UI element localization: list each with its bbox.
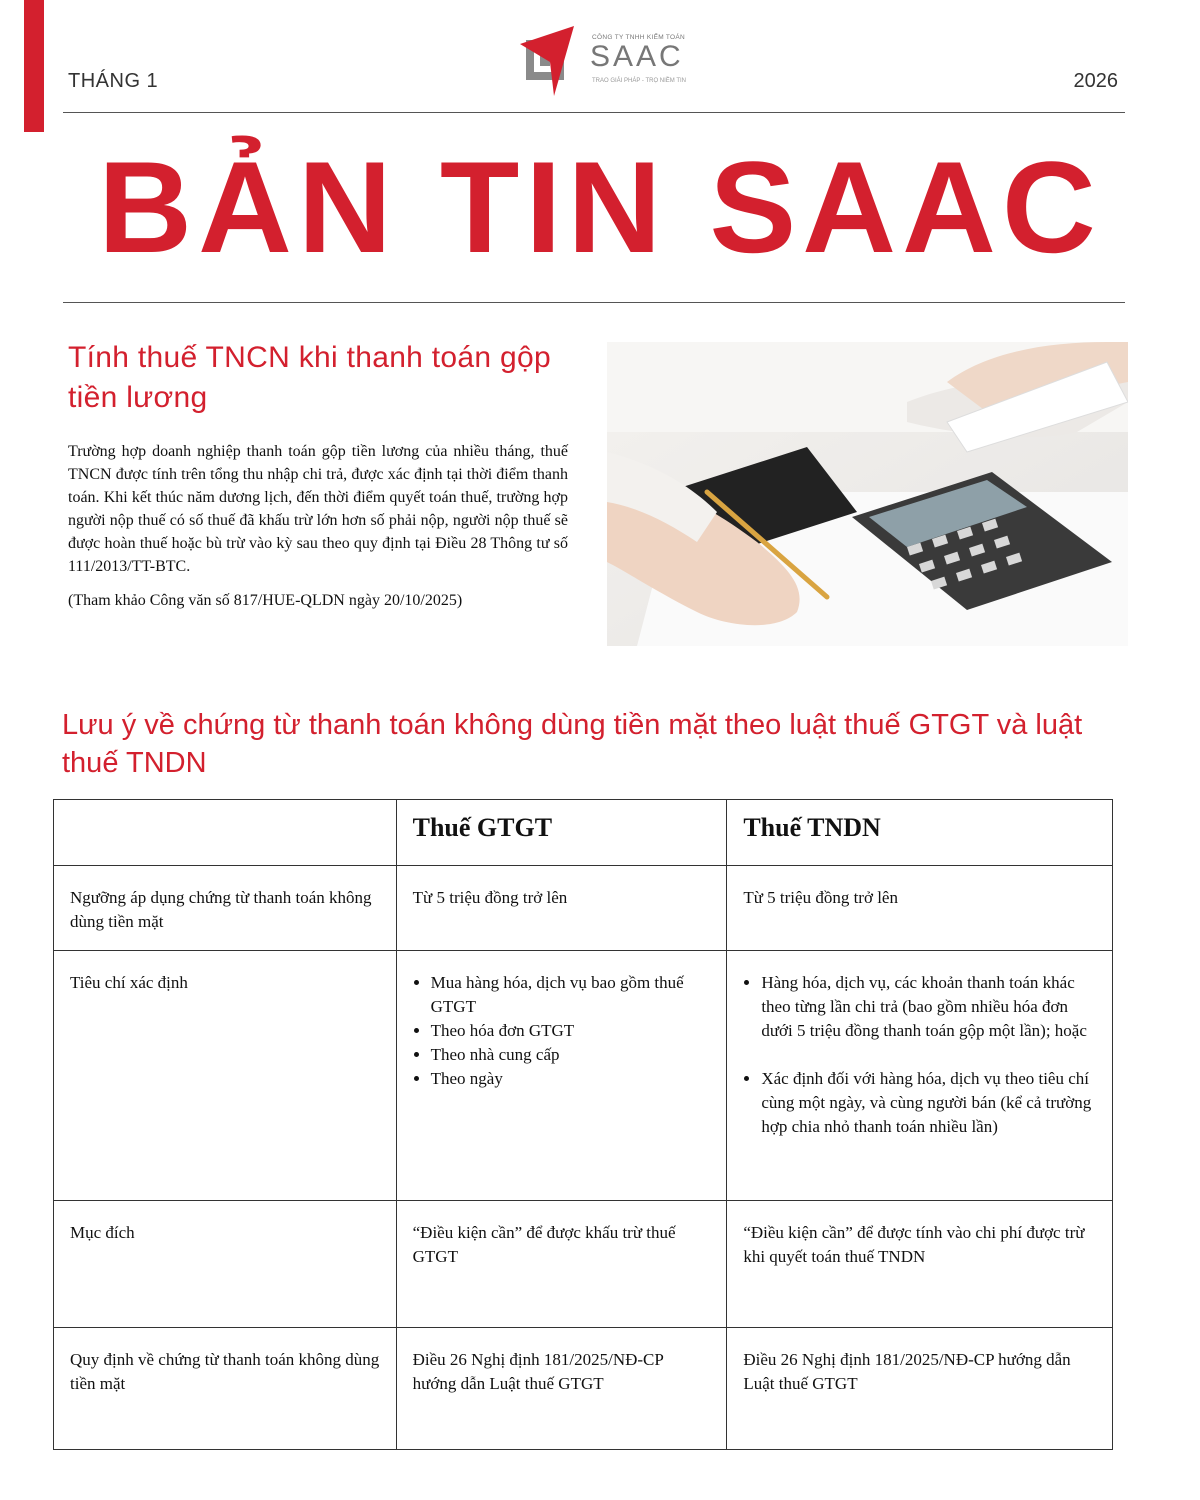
tndn-criteria-list	[743, 971, 1096, 1139]
list-item: • Theo hóa đơn GTGT	[431, 1019, 711, 1043]
calculator-photo	[607, 342, 1128, 646]
comparison-table	[53, 799, 1113, 1450]
header-divider	[63, 112, 1125, 113]
row-label: Quy định về chứng từ thanh toán không dùng tiền mặt	[54, 1328, 397, 1450]
article-body: Trường hợp doanh nghiệp thanh toán gộp tiền lương của nhiều tháng, thuế TNCN được tính trên tổng thu nhập chi trả, được xác định tại thời điểm thanh toán. Khi kết thúc năm dương lịch, đến thời điểm quyết toán thuế, trường hợp người nộp thuế có số thuế đã khấu trừ lớn hơn số phải nộp, người nộp thuế sẽ được hoàn thuế hoặc bù trừ vào kỳ sau theo quy định tại Điều 28 Thông tư số 111/2013/TT-BTC.	[68, 443, 568, 575]
table-header-empty	[54, 800, 397, 866]
list-item: • Theo ngày	[431, 1067, 711, 1091]
table-row	[54, 866, 1113, 951]
logo-name: SAAC	[590, 40, 684, 73]
article-reference: (Tham khảo Công văn số 817/HUE-QLDN ngày 20/10/2025)	[68, 592, 463, 609]
gtgt-cell: Từ 5 triệu đồng trở lên	[396, 866, 727, 951]
title-divider	[63, 302, 1125, 303]
list-item: • Xác định đối với hàng hóa, dịch vụ theo tiêu chí cùng một ngày, và cùng người bán (kể cả trường hợp chia nhỏ thanh toán nhiều lần)	[761, 1067, 1096, 1139]
saac-logo-icon	[520, 26, 586, 98]
table-row	[54, 1328, 1113, 1450]
list-item: • Hàng hóa, dịch vụ, các khoản thanh toán khác theo từng lần chi trả (bao gồm nhiều hóa đơn dưới 5 triệu đồng thanh toán gộp một lần); hoặc	[761, 971, 1096, 1043]
row-label: Mục đích	[54, 1201, 397, 1328]
row-label: Tiêu chí xác định	[54, 951, 397, 1201]
gtgt-cell: Điều 26 Nghị định 181/2025/NĐ-CP hướng dẫn Luật thuế GTGT	[396, 1328, 727, 1450]
issue-month: THÁNG 1	[68, 70, 159, 92]
logo-tagline: TRAO GIẢI PHÁP - TRỌ NIỀM TIN	[592, 78, 687, 84]
gtgt-cell: “Điều kiện cần” để được khấu trừ thuế GTGT	[396, 1201, 727, 1328]
table-header-gtgt: Thuế GTGT	[396, 800, 727, 866]
tndn-cell: “Điều kiện cần” để được tính vào chi phí được trừ khi quyết toán thuế TNDN	[727, 1201, 1113, 1328]
table-header-row	[54, 800, 1113, 866]
newsletter-title: BẢN TIN SAAC	[98, 134, 1102, 280]
gtgt-criteria-list	[413, 971, 711, 1091]
tndn-cell: Từ 5 triệu đồng trở lên	[727, 866, 1113, 951]
gtgt-criteria-cell	[396, 951, 727, 1201]
saac-logo	[520, 26, 700, 98]
list-item: • Mua hàng hóa, dịch vụ bao gồm thuế GTGT	[431, 971, 711, 1019]
table-row	[54, 951, 1113, 1201]
table-header-tndn: Thuế TNDN	[727, 800, 1113, 866]
table-row	[54, 1201, 1113, 1328]
section-title: Lưu ý về chứng từ thanh toán không dùng tiền mặt theo luật thuế GTGT và luật thuế TNDN	[62, 709, 1083, 779]
logo-company-line: CÔNG TY TNHH KIỂM TOÁN	[592, 34, 686, 41]
tndn-cell: Điều 26 Nghị định 181/2025/NĐ-CP hướng dẫn Luật thuế GTGT	[727, 1328, 1113, 1450]
row-label: Ngưỡng áp dụng chứng từ thanh toán không dùng tiền mặt	[54, 866, 397, 951]
accent-bar	[24, 0, 44, 132]
article-title: Tính thuế TNCN khi thanh toán gộp tiền lương	[68, 341, 551, 414]
list-item: • Theo nhà cung cấp	[431, 1043, 711, 1067]
issue-year: 2026	[1073, 70, 1118, 92]
tndn-criteria-cell	[727, 951, 1113, 1201]
